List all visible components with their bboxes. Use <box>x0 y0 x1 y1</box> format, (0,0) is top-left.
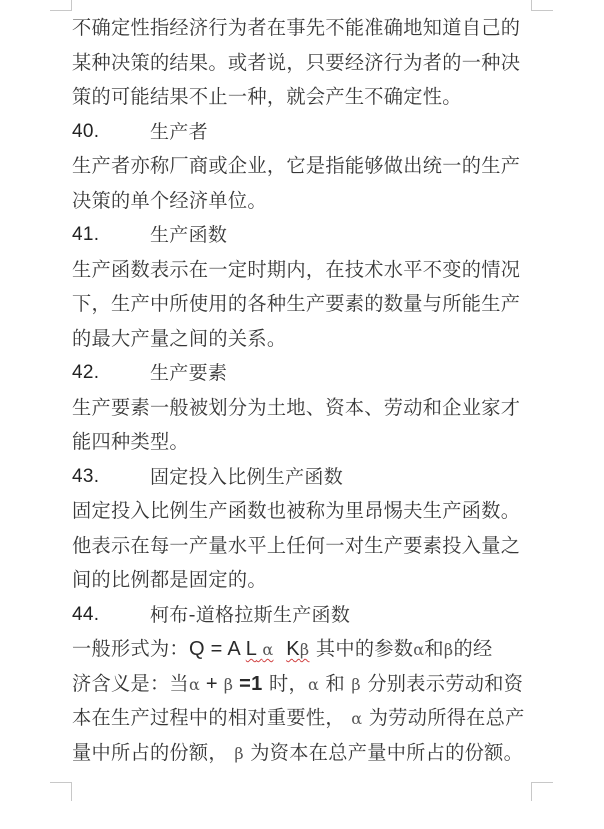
paragraph-line: 生产要素一般被划分为土地、资本、劳动和企业家才 <box>72 395 521 419</box>
text-segment: 和 <box>319 671 352 695</box>
section-title: 生产者 <box>150 120 208 143</box>
alpha-symbol: α <box>413 640 425 659</box>
margin-corner-top-right <box>531 0 553 11</box>
paragraph-line: 某种决策的结果。或者说，只要经济行为者的一种决 <box>72 50 521 74</box>
text-and: 和 <box>424 637 444 660</box>
formula-alpha: α <box>262 640 274 659</box>
formula-l: L <box>245 638 257 660</box>
alpha-symbol: α <box>188 674 201 694</box>
text-segment: 分别表示劳动和资 <box>360 671 524 695</box>
margin-corner-bottom-left <box>50 782 72 801</box>
alpha-symbol: α <box>307 674 320 694</box>
section-number: 40. <box>72 120 100 142</box>
text-segment: 本在生产过程中的相对重要性， <box>72 706 345 729</box>
paragraph-line: 决策的单个经济单位。 <box>72 188 267 212</box>
formula-q: Q = A <box>188 638 246 660</box>
paragraph-line: 他表示在每一产量水平上任何一对生产要素投入量之 <box>72 533 521 557</box>
section-title: 固定投入比例生产函数 <box>150 465 344 488</box>
formula-k-spellcheck <box>286 638 309 660</box>
text-segment: 为资本在总产量中所占的份额。 <box>250 740 524 764</box>
paragraph-line: 策的可能结果不止一种，就会产生不确定性。 <box>72 85 462 108</box>
text-tail: 的经 <box>453 637 493 660</box>
formula-l-spellcheck <box>246 638 274 660</box>
section-title: 生产函数 <box>150 224 228 246</box>
formula-prefix: 一般形式为： <box>72 637 189 660</box>
alpha-symbol: α <box>351 709 363 728</box>
text-segment: 量中所占的份额， <box>72 740 228 764</box>
paragraph-line <box>72 667 534 702</box>
section-heading-42 <box>72 356 534 391</box>
section-title: 生产要素 <box>150 362 228 384</box>
formula-k: K <box>286 638 300 660</box>
margin-corner-top-left <box>50 0 72 11</box>
paragraph-line: 固定投入比例生产函数也被称为里昂惕夫生产函数。 <box>72 499 521 522</box>
text-segment: 为劳动所得在总产 <box>368 706 525 729</box>
plus-sign: + <box>200 672 224 695</box>
text-segment: 时， <box>262 671 308 695</box>
formula-suffix: 其中的参数 <box>309 637 414 660</box>
section-number: 42. <box>72 362 100 383</box>
margin-corner-bottom-right <box>531 782 553 801</box>
equals-one: =1 <box>233 672 263 695</box>
paragraph-line: 间的比例都是固定的。 <box>72 568 267 591</box>
section-title: 柯布-道格拉斯生产函数 <box>150 603 351 626</box>
section-number: 43. <box>72 465 100 487</box>
paragraph-line <box>72 736 534 771</box>
document-body[interactable] <box>72 11 534 770</box>
paragraph-line: 能四种类型。 <box>72 430 189 453</box>
section-heading-41 <box>72 218 534 253</box>
paragraph-line <box>72 701 534 736</box>
formula-beta: β <box>299 640 310 659</box>
beta-symbol: β <box>351 674 361 694</box>
beta-symbol: β <box>443 640 454 659</box>
section-heading-43 <box>72 460 534 495</box>
formula-line <box>72 632 534 667</box>
beta-symbol: β <box>234 743 244 763</box>
section-heading-40 <box>72 115 534 150</box>
section-heading-44 <box>72 598 534 633</box>
paragraph-line: 生产函数表示在一定时期内，在技术水平不变的情况 <box>72 257 521 281</box>
paragraph-line: 不确定性指经济行为者在事先不能准确地知道自己的 <box>72 16 521 39</box>
beta-symbol: β <box>223 674 234 694</box>
section-number: 44. <box>72 603 100 625</box>
section-number: 41. <box>72 224 100 245</box>
paragraph-line: 生产者亦称厂商或企业，它是指能够做出统一的生产 <box>72 154 521 177</box>
paragraph-line: 的最大产量之间的关系。 <box>72 326 287 350</box>
paragraph-line: 下，生产中所使用的各种生产要素的数量与所能生产 <box>72 292 521 315</box>
text-segment: 济含义是：当 <box>72 671 189 695</box>
